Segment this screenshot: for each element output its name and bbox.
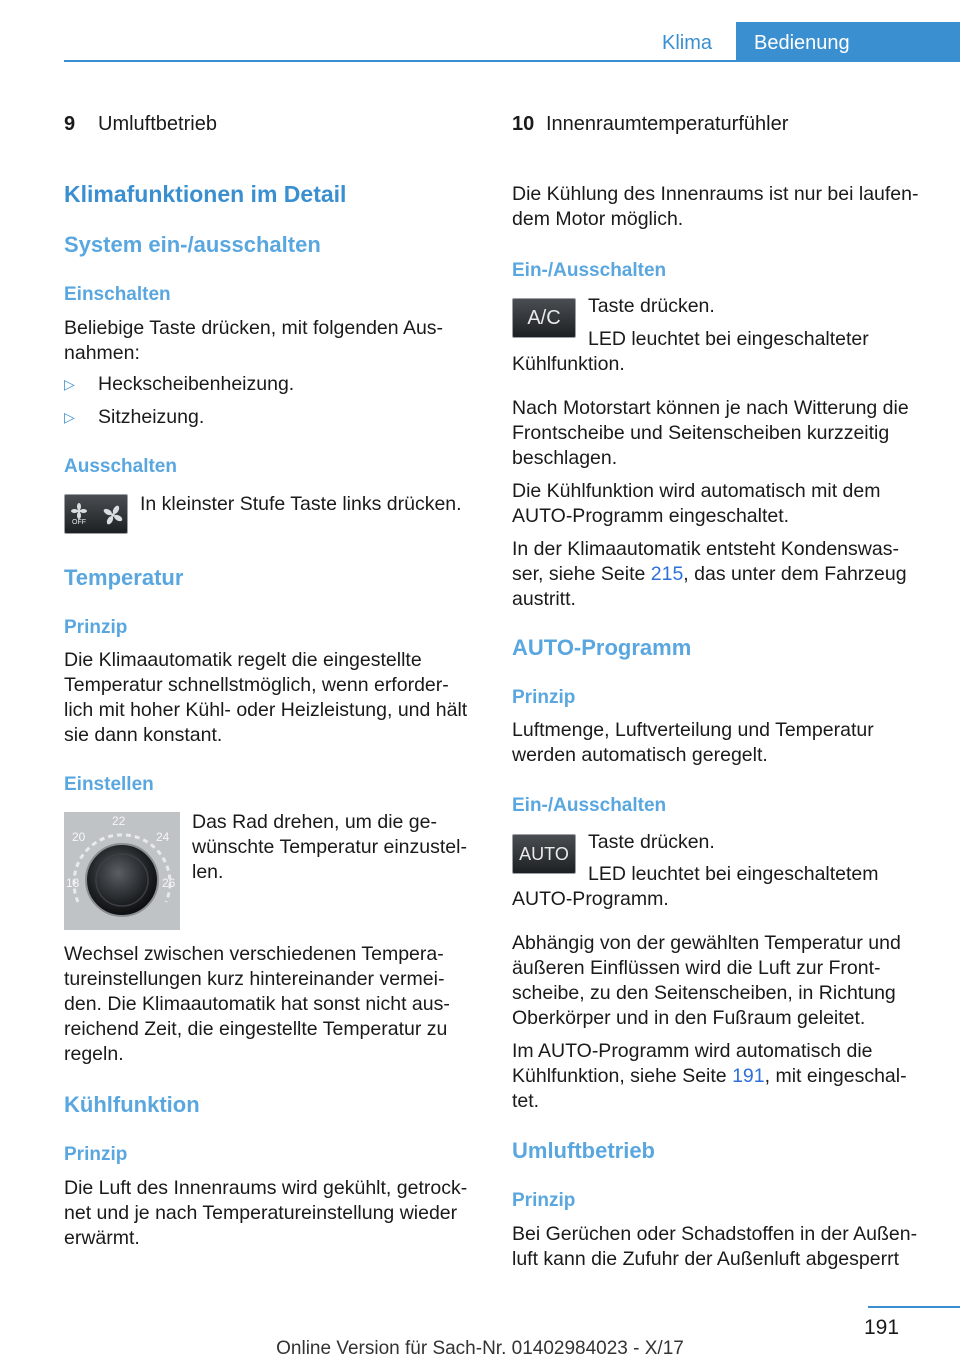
text-line: Beliebige Taste drücken, mit folgenden Aus- [64, 317, 444, 339]
text-line: Frontscheibe und Seitenscheiben kurzzeitig [512, 422, 890, 444]
legend-text: Innenraumtemperaturfühler [546, 113, 789, 135]
paragraph-kondenswasser [512, 537, 907, 612]
heading-prinzip: Prinzip [512, 687, 576, 708]
header-tab [736, 22, 960, 62]
text-line: Bei Gerüchen oder Schadstoffen in der Außen- [512, 1223, 918, 1245]
auto-button-image [512, 834, 576, 874]
text-line: tureinstellungen kurz hintereinander vermei- [64, 968, 445, 990]
text-line: Taste drücken. [588, 295, 715, 317]
dial-label: 20 [72, 830, 86, 844]
text-line: werden automatisch geregelt. [512, 744, 768, 766]
text-line: Die Kühlung des Innenraums ist nur bei laufen- [512, 183, 919, 205]
header-section: Klima [662, 32, 713, 54]
dial-label: 18 [66, 876, 80, 890]
paragraph-auto-kuehl [512, 479, 881, 529]
text-line: Wechsel zwischen verschiedenen Tempera- [64, 943, 444, 965]
heading-temperatur: Temperatur [64, 565, 184, 590]
paragraph-prinzip-umluft [512, 1222, 917, 1272]
heading-umluftbetrieb: Umluftbetrieb [512, 1138, 655, 1163]
legend-number: 9 [64, 113, 76, 135]
text-line: Kühlfunktion. [512, 353, 625, 375]
legend-text: Umluftbetrieb [98, 113, 217, 135]
text-line: wünschte Temperatur einzustel- [192, 836, 467, 858]
text-line: Temperatur schnellstmöglich, wenn erforder- [64, 674, 449, 696]
dial-label: 26 [162, 876, 176, 890]
text-segment: ser, siehe Seite [512, 563, 651, 585]
paragraph-led-cont [512, 887, 669, 912]
text-line: LED leuchtet bei eingeschaltetem [588, 863, 879, 885]
text-line: AUTO-Programm eingeschaltet. [512, 505, 790, 527]
text-line: sie dann konstant. [64, 724, 223, 746]
text-line [512, 562, 907, 587]
text-line: luft kann die Zufuhr der Außenluft abgesperrt [512, 1248, 899, 1270]
auto-label: AUTO [519, 844, 569, 864]
fan-off-icon [65, 495, 129, 535]
triangle-bullet-icon: ▷ [64, 376, 75, 392]
text-line: LED leuchtet bei eingeschalteter [588, 328, 869, 350]
heading-kuehlfunktion: Kühlfunktion [64, 1092, 200, 1117]
text-line: reichend Zeit, die eingestellte Temperatur zu [64, 1018, 448, 1040]
paragraph-taste [588, 294, 715, 319]
page-link-191[interactable]: 191 [732, 1065, 765, 1087]
paragraph-einstellen [192, 810, 467, 885]
text-line: Abhängig von der gewählten Temperatur und [512, 932, 901, 954]
page-link-215[interactable]: 215 [650, 563, 684, 585]
text-line: nahmen: [64, 342, 140, 364]
dial-label: 24 [156, 830, 170, 844]
text-line: dem Motor möglich. [512, 208, 684, 230]
heading-ein-ausschalten: Ein-/Ausschalten [512, 795, 667, 816]
paragraph-taste [588, 830, 715, 855]
fan-off-button-image [64, 494, 128, 534]
text-line: Die Klimaautomatik regelt die eingestellte [64, 649, 422, 671]
triangle-bullet-icon: ▷ [64, 409, 75, 425]
text-segment: Kühlfunktion, siehe Seite [512, 1065, 733, 1087]
text-line: beschlagen. [512, 447, 618, 469]
heading-ausschalten: Ausschalten [64, 456, 177, 477]
text-line: tet. [512, 1090, 540, 1112]
legend-number: 10 [512, 113, 535, 135]
text-line: In kleinster Stufe Taste links drücken. [140, 493, 462, 515]
temperature-dial-image [64, 812, 180, 930]
ac-label: A/C [527, 307, 561, 329]
text-line: erwärmt. [64, 1227, 140, 1249]
text-line: len. [192, 861, 224, 883]
heading-klimafunktionen: Klimafunktionen im Detail [64, 181, 347, 207]
paragraph-led-cont [512, 352, 625, 377]
heading-einschalten: Einschalten [64, 284, 171, 305]
dial-label: 22 [112, 814, 126, 828]
text-line: lich mit hoher Kühl- oder Heizleistung, und hält [64, 699, 468, 721]
page-number-rule [868, 1306, 960, 1308]
paragraph-abhaengig [512, 931, 901, 1031]
paragraph-prinzip-kuehl [64, 1176, 467, 1251]
paragraph-prinzip-temperatur [64, 648, 467, 748]
text-line [512, 1064, 907, 1089]
paragraph-led [588, 327, 869, 352]
text-line: Luftmenge, Luftverteilung und Temperatur [512, 719, 874, 741]
paragraph-led [588, 862, 879, 887]
text-segment: , das unter dem Fahrzeug [683, 563, 907, 585]
text-line: regeln. [64, 1043, 124, 1065]
text-line: äußeren Einflüssen wird die Luft zur Front- [512, 957, 881, 979]
text-segment: , mit eingeschal- [764, 1065, 907, 1087]
ac-button-image [512, 298, 576, 338]
text-line: den. Die Klimaautomatik hat sonst nicht aus- [64, 993, 450, 1015]
header-tab-label: Bedienung [754, 32, 850, 54]
heading-auto-programm: AUTO-Programm [512, 635, 692, 660]
text-line: austritt. [512, 588, 576, 610]
page-number: 191 [864, 1316, 900, 1339]
paragraph-wechsel [64, 942, 450, 1067]
text-line: Oberkörper und in den Fußraum geleitet. [512, 1007, 866, 1029]
text-line: Die Kühlfunktion wird automatisch mit dem [512, 480, 881, 502]
text-line: net und je nach Temperatureinstellung wieder [64, 1202, 458, 1224]
paragraph-intro [512, 182, 919, 232]
text-line: Nach Motorstart können je nach Witterung die [512, 397, 909, 419]
text-line: Die Luft des Innenraums wird gekühlt, getrock- [64, 1177, 468, 1199]
heading-system: System ein-/ausschalten [64, 232, 321, 257]
bullet-text: Sitzheizung. [98, 406, 205, 428]
text-line: Das Rad drehen, um die ge- [192, 811, 437, 833]
off-label: OFF [72, 519, 86, 526]
text-line: scheibe, zu den Seitenscheiben, in Richtung [512, 982, 896, 1004]
heading-ein-ausschalten: Ein-/Ausschalten [512, 260, 667, 281]
heading-prinzip: Prinzip [64, 617, 128, 638]
heading-prinzip: Prinzip [512, 1190, 576, 1211]
text-line: Im AUTO-Programm wird automatisch die [512, 1040, 873, 1062]
paragraph-prinzip-auto [512, 718, 874, 768]
bullet-text: Heckscheibenheizung. [98, 373, 295, 395]
heading-prinzip: Prinzip [64, 1144, 128, 1165]
paragraph-motorstart [512, 396, 909, 471]
heading-einstellen: Einstellen [64, 774, 154, 795]
text-line: AUTO-Programm. [512, 888, 669, 910]
paragraph-einschalten [64, 316, 443, 366]
footer-text: Online Version für Sach-Nr. 01402984023 - X/17 [276, 1338, 684, 1359]
paragraph-ausschalten [140, 492, 462, 517]
paragraph-im-auto [512, 1039, 907, 1114]
text-line: Taste drücken. [588, 831, 715, 853]
text-line: In der Klimaautomatik entsteht Kondenswas- [512, 538, 899, 560]
